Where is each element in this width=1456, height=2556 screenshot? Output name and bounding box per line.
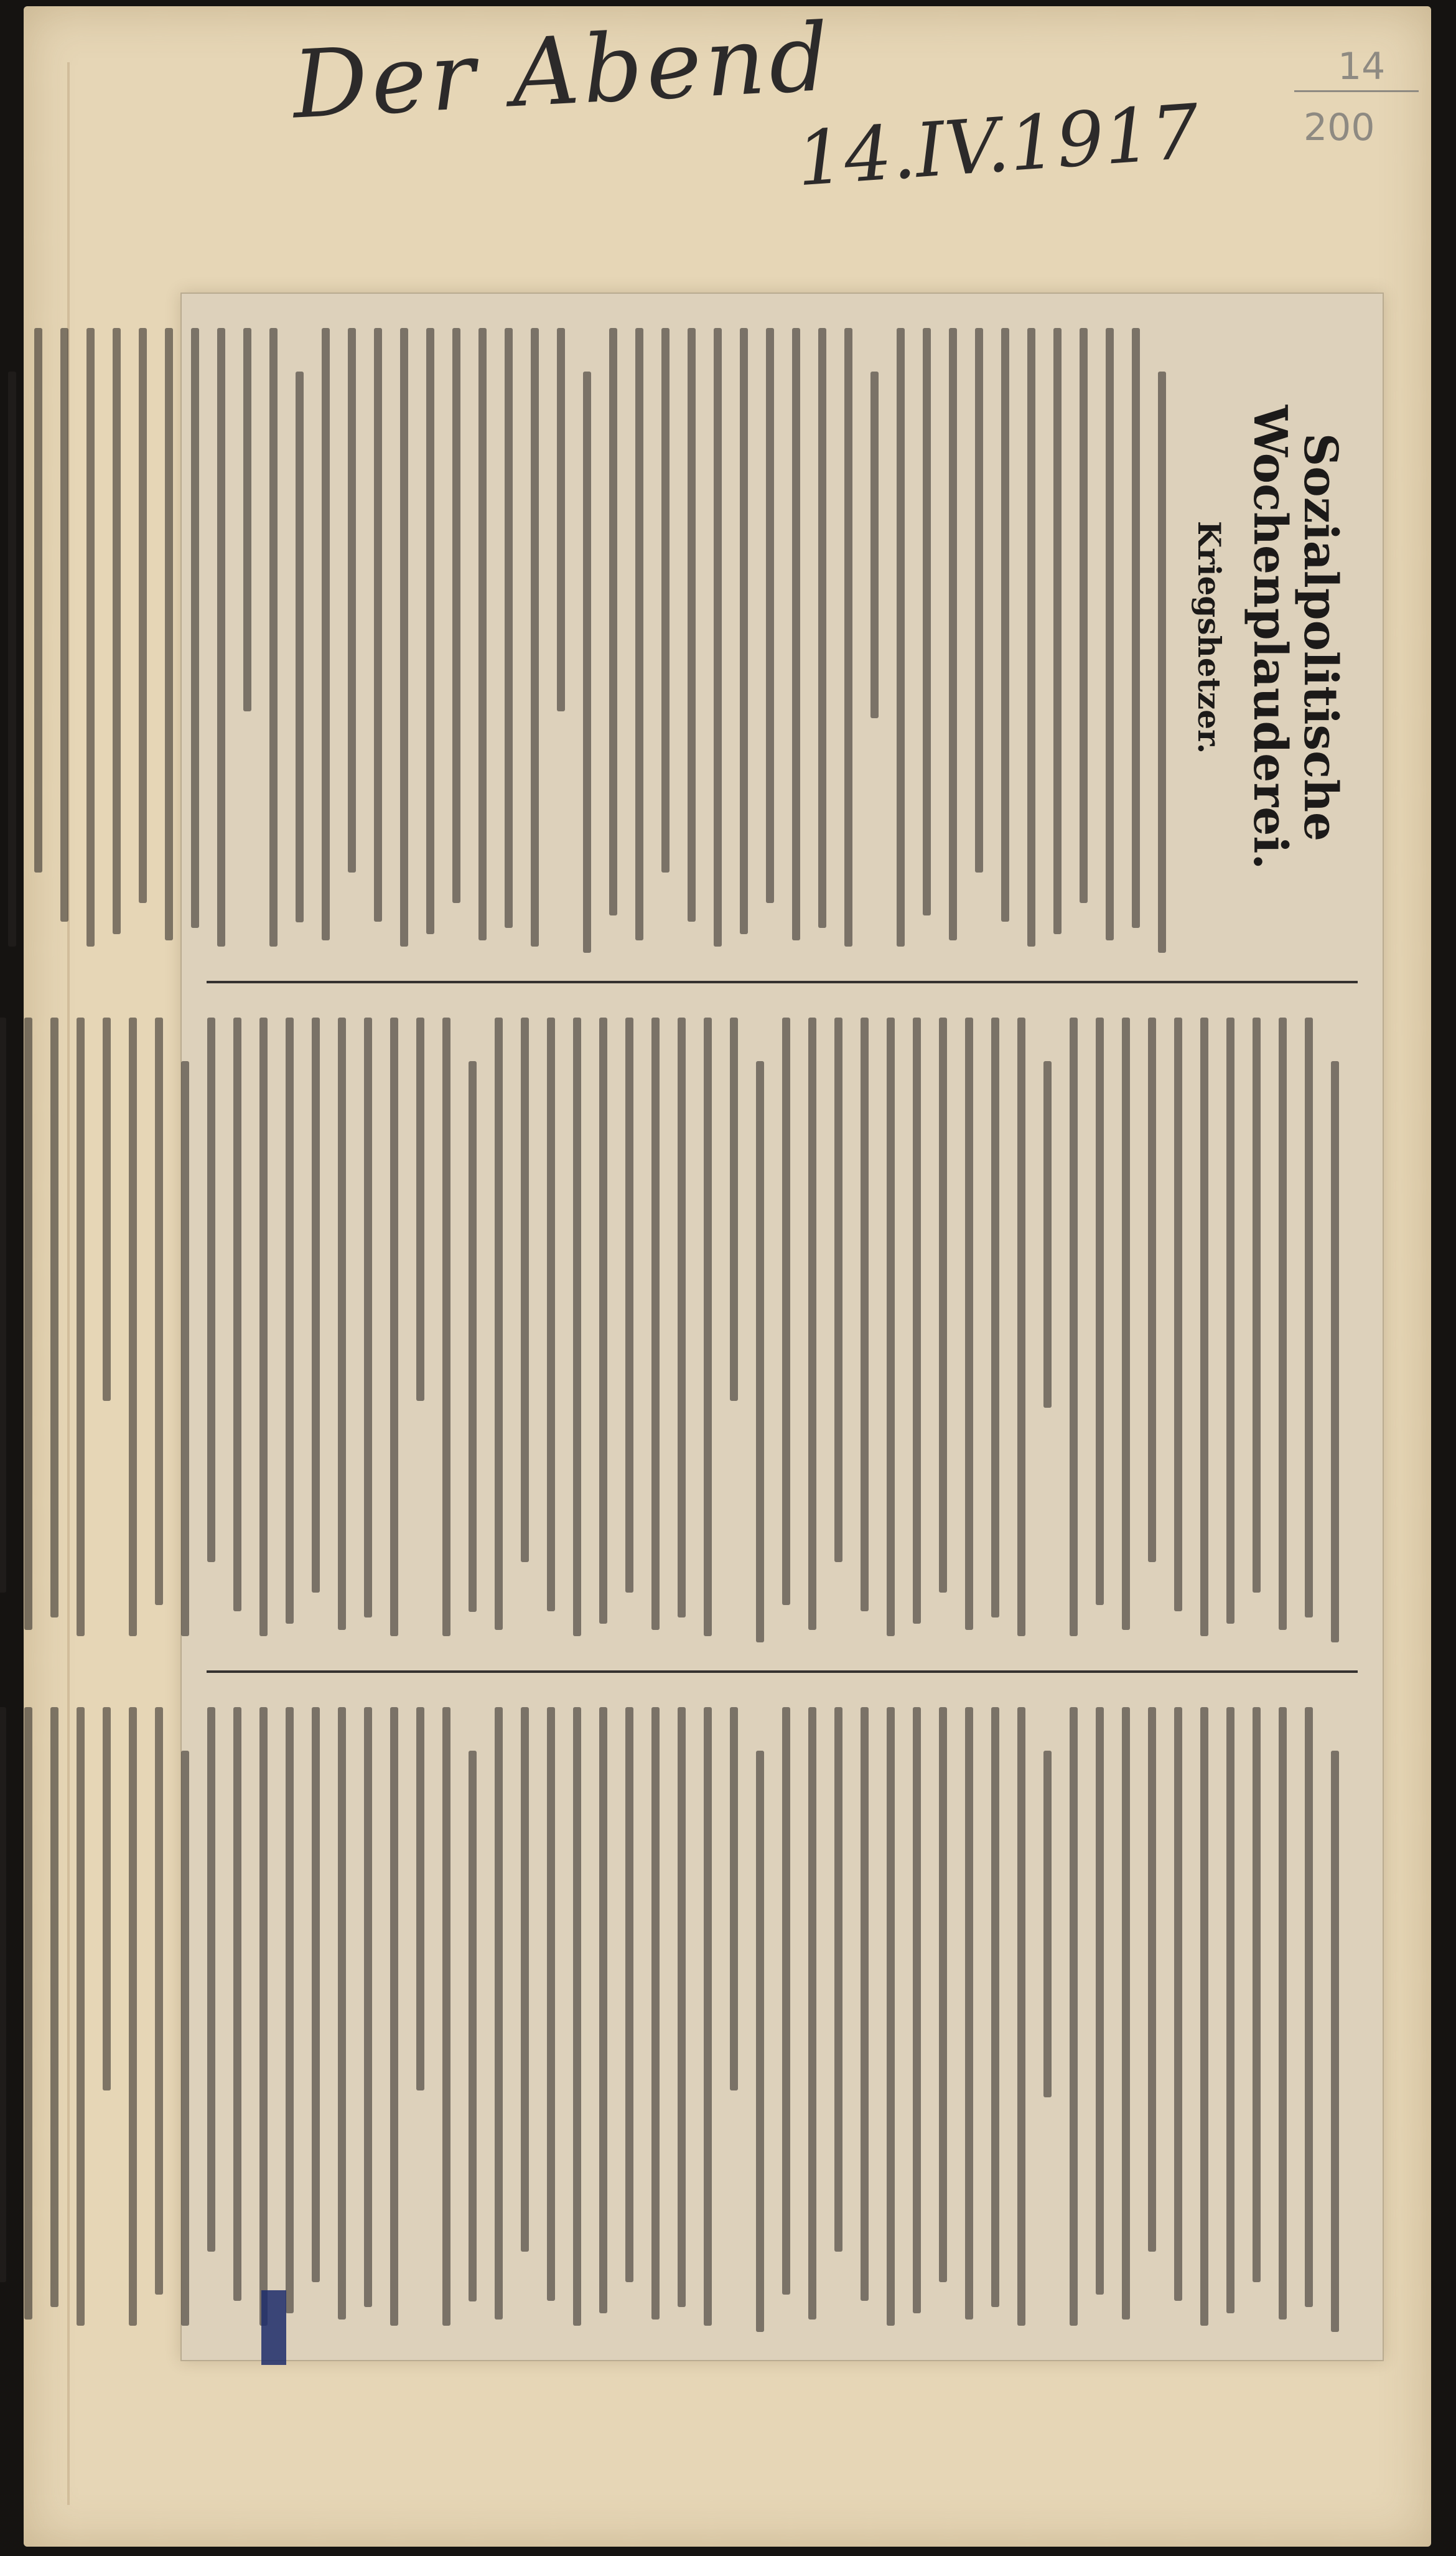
text-line [704,1018,712,1636]
text-line [1043,1061,1052,1408]
text-line [1017,1018,1025,1636]
article-heading: Sozialpolitische Wochenplauderei. [1243,405,1347,870]
text-line [521,1707,529,2252]
text-line [766,328,774,903]
text-line [599,1707,607,2313]
text-line [844,328,852,947]
text-line [50,1707,58,2307]
text-line [870,372,879,718]
text-line [269,328,278,947]
text-line [103,1707,111,2090]
article-column-1 [182,294,1383,981]
text-line [416,1018,424,1401]
handwritten-newspaper-name: Der Abend [290,3,836,140]
text-line [714,328,722,947]
text-line [1158,372,1166,953]
text-line [364,1707,372,2307]
text-line [1331,1751,1339,2332]
text-line [949,328,957,940]
text-line [1053,328,1062,934]
text-line [139,328,147,903]
text-line [1331,1061,1339,1642]
text-line [103,1018,111,1401]
text-line [60,328,68,922]
text-line [374,328,382,922]
text-line [165,328,173,940]
text-line [521,1018,529,1562]
text-line [688,328,696,922]
text-line [207,1018,215,1562]
text-line [0,1707,6,2282]
text-line [1226,1707,1234,2313]
text-line [1001,328,1009,922]
text-line [426,328,434,934]
text-line [1070,1707,1078,2326]
text-line [547,1707,555,2301]
text-line [86,328,95,947]
text-line [1200,1018,1208,1636]
article-column-2 [182,983,1383,1670]
text-line [1132,328,1140,928]
text-line [1122,1018,1130,1630]
text-line [531,328,539,947]
text-line [50,1018,58,1617]
text-line [233,1707,241,2301]
text-line [1027,328,1035,947]
text-line [24,1018,32,1630]
newspaper-clipping [180,293,1384,2361]
text-line [913,1707,921,2313]
text-line [625,1018,633,1593]
text-line [782,1707,790,2295]
text-line [939,1018,947,1593]
text-line [77,1707,85,2326]
text-line [77,1018,85,1636]
text-line [651,1018,660,1630]
text-line [1226,1018,1234,1624]
text-line [1200,1707,1208,2326]
text-line [1043,1751,1052,2097]
blue-ink-mark [261,2290,286,2365]
text-line [557,328,565,711]
text-line [322,328,330,940]
text-line [991,1707,999,2307]
text-line [740,328,748,934]
text-line [1279,1707,1287,2320]
text-line [782,1018,790,1605]
text-line [609,328,617,915]
text-line [1080,328,1088,903]
clipping-text-block [182,294,1383,2360]
text-line [1174,1707,1182,2301]
text-line [207,1707,215,2252]
text-line [861,1018,869,1611]
text-line [1148,1707,1156,2252]
text-line [1174,1018,1182,1611]
text-line [452,328,460,903]
text-line [792,328,800,940]
column-3-text [0,1707,1339,2326]
text-line [259,1707,268,2326]
text-line [312,1707,320,2282]
text-line [495,1707,503,2320]
text-line [756,1751,764,2332]
article-subheading: Kriegshetzer. [1191,520,1228,754]
text-line [155,1707,163,2295]
text-line [861,1707,869,2301]
text-line [400,328,408,947]
text-line [217,328,225,947]
text-line [834,1018,842,1562]
text-line [975,328,983,873]
column-1-text [0,328,1166,947]
text-line [495,1018,503,1630]
text-line [678,1018,686,1617]
text-line [923,328,931,915]
text-line [599,1018,607,1624]
text-line [469,1061,477,1612]
text-line [730,1707,738,2090]
text-line [364,1018,372,1617]
text-line [678,1707,686,2307]
text-line [155,1018,163,1605]
text-line [0,1018,6,1593]
text-line [416,1707,424,2090]
text-line [573,1018,581,1636]
text-line [505,328,513,928]
text-line [913,1018,921,1624]
text-line [573,1707,581,2326]
text-line [756,1061,764,1642]
text-line [651,1707,660,2320]
text-line [808,1018,816,1630]
text-line [1305,1018,1313,1617]
text-line [583,372,591,953]
text-line [296,372,304,922]
text-line [635,328,643,940]
text-line [113,328,121,934]
text-line [1070,1018,1078,1636]
text-line [704,1707,712,2326]
text-line [1122,1707,1130,2320]
text-line [887,1018,895,1636]
text-line [808,1707,816,2320]
text-line [965,1707,973,2320]
text-line [547,1018,555,1611]
text-line [887,1707,895,2326]
text-line [442,1707,450,2326]
text-line [181,1061,189,1636]
text-line [478,328,487,940]
text-line [312,1018,320,1593]
text-line [24,1707,32,2320]
text-line [897,328,905,947]
text-line [1106,328,1114,940]
text-line [1017,1707,1025,2326]
text-line [34,328,42,873]
archive-number-bottom: 200 [1304,106,1375,149]
handwritten-date: 14.IV.1917 [793,88,1202,204]
text-line [1148,1018,1156,1562]
text-line [390,1018,398,1636]
text-line [243,328,251,711]
text-line [1253,1018,1261,1593]
text-line [1096,1018,1104,1605]
text-line [818,328,826,928]
column-2-text [0,1018,1339,1636]
text-line [965,1018,973,1630]
text-line [390,1707,398,2326]
text-line [625,1707,633,2282]
text-line [259,1018,268,1636]
archive-number-rule [1294,90,1419,92]
text-line [129,1018,137,1636]
text-line [939,1707,947,2282]
text-line [1253,1707,1261,2282]
text-line [286,1707,294,2313]
text-line [442,1018,450,1636]
text-line [348,328,356,873]
article-header [1191,328,1345,947]
text-line [1096,1707,1104,2295]
article-column-3 [182,1673,1383,2360]
text-line [286,1018,294,1624]
text-line [730,1018,738,1401]
text-line [469,1751,477,2301]
text-line [181,1751,189,2326]
text-line [1279,1018,1287,1630]
text-line [1305,1707,1313,2307]
text-line [8,372,16,947]
text-line [338,1707,346,2320]
text-line [661,328,670,873]
text-line [129,1707,137,2326]
text-line [991,1018,999,1617]
text-line [338,1018,346,1630]
text-line [191,328,199,928]
text-line [233,1018,241,1611]
archive-number-top: 14 [1338,45,1386,88]
text-line [834,1707,842,2252]
